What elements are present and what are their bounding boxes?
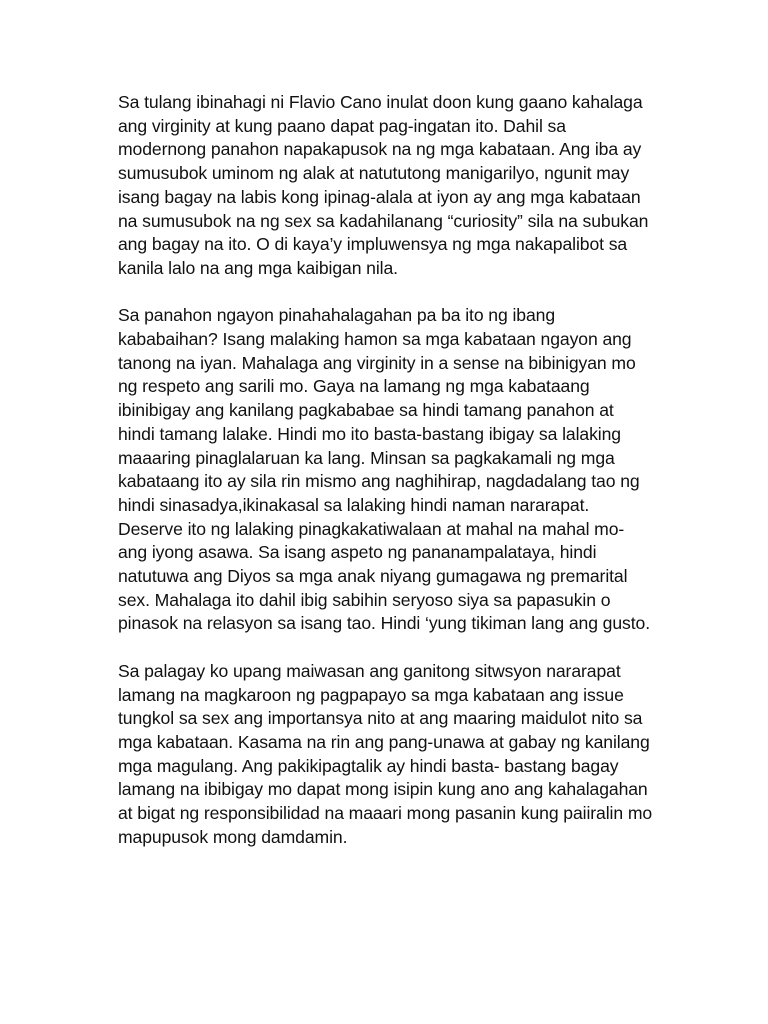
document-body (118, 91, 653, 849)
paragraph-1: Sa tulang ibinahagi ni Flavio Cano inulat doon kung gaano kahalaga ang virginity at kung paano dapat pag-ingatan ito. Dahil sa modernong panahon napakapusok na ng mga kabataan. Ang iba ay sumusubok uminom ng alak at natututong manigarilyo, ngunit may isang bagay na labis kong ipinag-alala at iyon ay ang mga kabataan na sumusubok na ng sex sa kadahilanang “curiosity” sila na subukan ang bagay na ito. O di kaya’y impluwensya ng mga nakapalibot sa kanila lalo na ang mga kaibigan nila. (118, 92, 649, 278)
paragraph-2: Sa panahon ngayon pinahahalagahan pa ba ito ng ibang kababaihan? Isang malaking hamon sa mga kabataan ngayon ang tanong na iyan. Mahalaga ang virginity in a sense na bibinigyan mo ng respeto ang sarili mo. Gaya na lamang ng mga kabataang ibinibigay ang kanilang pagkababae sa hindi tamang panahon at hindi tamang lalake. Hindi mo ito basta-bastang ibigay sa lalaking maaaring pinaglalaruan ka lang. Minsan sa pagkakamali ng mga kabataang ito ay sila rin mismo ang naghihirap, nagdadalang tao ng hindi sinasadya,ikinakasal sa lalaking hindi naman nararapat. Deserve ito ng lalaking pinagkakatiwalaan at mahal na mahal mo- ang iyong asawa. Sa isang aspeto ng pananampalataya, hindi natutuwa ang Diyos sa mga anak niyang gumagawa ng premarital sex. Mahalaga ito dahil ibig sabihin seryoso siya sa papasukin o pinasok na relasyon sa isang tao. Hindi ‘yung tikiman lang ang gusto. (118, 305, 650, 634)
paragraph-3: Sa palagay ko upang maiwasan ang ganitong sitwsyon nararapat lamang na magkaroon ng pagpapayo sa mga kabataan ang issue tungkol sa sex ang importansya nito at ang maaring maidulot nito sa mga kabataan. Kasama na rin ang pang-unawa at gabay ng kanilang mga magulang. Ang pakikipagtalik ay hindi basta- bastang bagay lamang na ibibigay mo dapat mong isipin kung ano ang kahalagahan at bigat ng responsibilidad na maaari mong pasanin kung paiiralin mo mapupusok mong damdamin. (118, 660, 653, 847)
